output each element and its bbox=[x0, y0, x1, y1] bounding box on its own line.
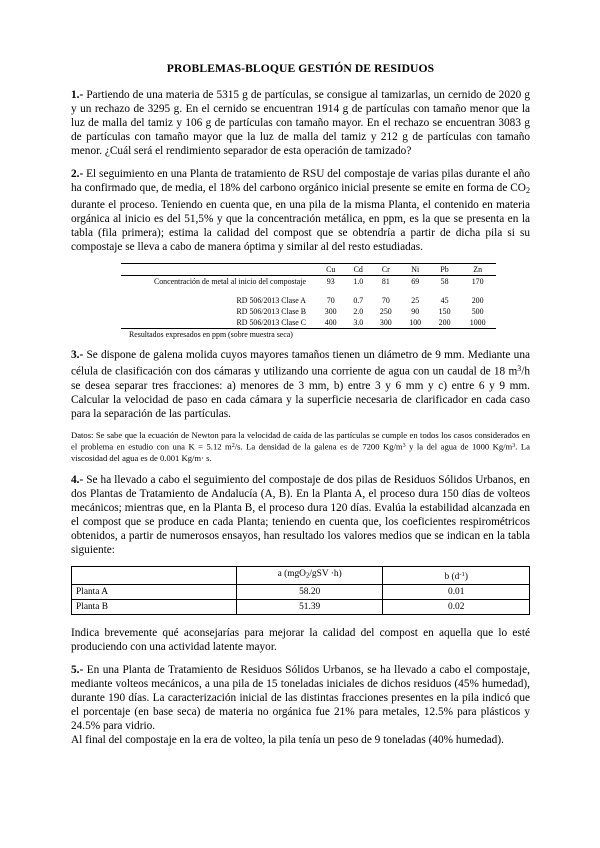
metals-row-1-label: RD 506/2013 Clase A bbox=[236, 295, 306, 305]
problem-2-text-part-a: El seguimiento en una Planta de tratamiento de RSU del compostaje de varias pilas durante el año ha confirmado que, de media, el 18% del carbono orgánico inicial presente se emite en forma de CO bbox=[71, 168, 530, 195]
cubic-meter-exponent: 3 bbox=[517, 364, 522, 374]
metals-column-ni: Ni bbox=[401, 264, 430, 276]
metals-row-2-cu: 300 bbox=[324, 306, 337, 316]
table-row bbox=[72, 584, 530, 599]
metals-spacer-cell bbox=[459, 287, 496, 295]
metals-row-3-ni: 100 bbox=[401, 317, 430, 329]
respirometric-table bbox=[71, 566, 530, 614]
metals-row-2-label: RD 506/2013 Clase B bbox=[236, 306, 306, 316]
metals-table-caption: Resultados expresados en ppm (sobre muestra seca) bbox=[129, 330, 293, 340]
metals-column-cu: Cu bbox=[316, 264, 345, 276]
metals-row-1-zn: 200 bbox=[471, 295, 484, 305]
respirometric-header-a-post: /gSV ·h) bbox=[309, 569, 342, 580]
page-title: PROBLEMAS-BLOQUE GESTIÓN DE RESIDUOS bbox=[166, 62, 435, 75]
metals-spacer-cell bbox=[430, 287, 459, 295]
metals-spacer-cell bbox=[401, 287, 430, 295]
problem-1-text: Partiendo de una materia de 5315 g de partículas, se consigue al tamizarlas, un cernido de 2020 g y un rechazo de 3295 g. En el cernido se encuentran 1914 g de partículas con tamaño menor que la luz de malla del tamiz y 106 g de partículas con tamaño mayor. En el rechazo se encuentran 3083 g de partículas con tamaño mayor que la luz de malla del tamiz y 212 g de partículas con tamaño menor. ¿Cuál será el rendimiento separador de esta operación de tamizado? bbox=[71, 89, 530, 158]
table-row bbox=[121, 306, 496, 317]
metals-column-zn: Zn bbox=[459, 264, 496, 276]
problem-5-number: 5.- bbox=[71, 663, 84, 676]
problem-3-paragraph bbox=[71, 348, 530, 421]
problem-4-text: Se ha llevado a cabo el seguimiento del compostaje de dos pilas de Residuos Sólidos Urbanos, en dos Plantas de Tratamiento de Andalucía (A, B). En la Planta A, el proceso dura 150 días de volteos mecánicos; mientras que, en la Planta B, el proceso dura 120 días. Evalúa la estabilidad alcanzada en el compost que se produce en cada Planta; teniendo en cuenta que, los coeficientes respirométricos obtenidos, a partir de numerosos ensayos, han resultado los valores medios que se indican en la tabla siguiente: bbox=[71, 473, 530, 557]
respirometric-row-1-a: 51.39 bbox=[236, 599, 383, 614]
respirometric-row-0-a: 58.20 bbox=[236, 584, 383, 599]
datos-text-part-d: . La viscosidad del agua es de 0.001 Kg/m· s. bbox=[71, 441, 530, 463]
metals-column-pb: Pb bbox=[430, 264, 459, 276]
metals-row-2-ni: 90 bbox=[411, 306, 420, 316]
respirometric-header-blank bbox=[72, 567, 237, 584]
problem-3-number: 3.- bbox=[71, 349, 84, 362]
table-row bbox=[121, 317, 496, 329]
metals-row-2-cd: 2.0 bbox=[353, 306, 364, 316]
document-content bbox=[71, 62, 530, 756]
metals-spacer-cell bbox=[316, 287, 345, 295]
co2-subscript: 2 bbox=[525, 186, 530, 196]
o2-subscript: 2 bbox=[305, 572, 310, 580]
metals-row-3-pb: 200 bbox=[430, 317, 459, 329]
metals-row-0-cd: 1.0 bbox=[353, 276, 364, 286]
metals-column-cr: Cr bbox=[371, 264, 400, 276]
metals-spacer-cell bbox=[345, 287, 371, 295]
problem-2-number: 2.- bbox=[71, 168, 84, 181]
metals-table bbox=[121, 263, 496, 329]
metals-row-0-label: Concentración de metal al inicio del compostaje bbox=[153, 276, 306, 286]
metals-row-1-cd: 0.7 bbox=[353, 295, 364, 305]
problem-1-number: 1.- bbox=[71, 89, 84, 101]
respirometric-row-0-b: 0.01 bbox=[383, 584, 530, 599]
metals-row-2-zn: 500 bbox=[471, 306, 484, 316]
datos-text-part-c: y la del agua de 1000 Kg/m bbox=[405, 441, 513, 452]
metals-row-0-ni: 69 bbox=[411, 276, 420, 286]
metals-table-wrapper bbox=[71, 263, 530, 340]
galena-density-exponent: 3 bbox=[402, 443, 406, 450]
metals-row-1-cr: 70 bbox=[381, 295, 390, 305]
problem-3-text-part-b: /h se desea separar tres fracciones: a) menores de 3 mm, b) entre 3 y 6 mm y c) entre 6 y 9 mm. Calcular la velocidad de paso en cada cámara y la superficie necesaria de clarificador en cada caso para la separación de las partículas. bbox=[71, 365, 530, 420]
metals-column-cd: Cd bbox=[345, 264, 371, 276]
table-row bbox=[121, 276, 496, 288]
square-meter-exponent: 2 bbox=[231, 443, 235, 450]
datos-text-part-b: /s. La densidad de la galena es de 7200 Kg/m bbox=[234, 441, 403, 452]
respirometric-table-wrapper bbox=[71, 566, 530, 614]
metals-row-2-pb: 150 bbox=[438, 306, 451, 316]
metals-row-3-cu: 400 bbox=[316, 317, 345, 329]
problem-3-text-part-a: Se dispone de galena molida cuyos mayores tamaños tienen un diámetro de 9 mm. Mediante una célula de clasificación con dos cámaras y utilizando una corriente de agua con un caudal de 18 m bbox=[71, 349, 530, 378]
respirometric-row-1-plant: Planta B bbox=[72, 599, 237, 614]
inverse-day-exponent: -1 bbox=[459, 570, 465, 578]
metals-row-0-cu: 93 bbox=[326, 276, 335, 286]
problem-1-paragraph bbox=[71, 88, 530, 158]
metals-table-header-blank bbox=[121, 264, 316, 276]
respirometric-row-1-b: 0.02 bbox=[383, 599, 530, 614]
metals-row-0-cr: 81 bbox=[381, 276, 390, 286]
problem-4-paragraph bbox=[71, 473, 530, 557]
metals-table-spacer-row bbox=[121, 287, 496, 295]
metals-row-1-ni: 25 bbox=[411, 295, 420, 305]
problem-2-paragraph bbox=[71, 167, 530, 254]
problem-5-final-paragraph: Al final del compostaje en la era de volteo, la pila tenía un peso de 9 toneladas (40% humedad). bbox=[71, 734, 504, 747]
respirometric-row-0-plant: Planta A bbox=[72, 584, 237, 599]
table-row bbox=[72, 599, 530, 614]
metals-spacer-cell bbox=[371, 287, 400, 295]
respirometric-header-a bbox=[236, 567, 383, 584]
problem-4-number: 4.- bbox=[71, 473, 84, 486]
metals-row-2-cr: 250 bbox=[379, 306, 392, 316]
metals-table-header-row bbox=[121, 264, 496, 276]
metals-row-3-label: RD 506/2013 Clase C bbox=[121, 317, 316, 329]
metals-row-3-cr: 300 bbox=[371, 317, 400, 329]
table-row bbox=[121, 295, 496, 306]
datos-text-part-a: Datos: Se sabe que la ecuación de Newton para la velocidad de caída de las partículas se cumple en todos los casos considerados en el problema en estudio con una K = 5.12 m bbox=[71, 429, 530, 452]
problem-4-followup-paragraph: Indica brevemente qué aconsejarías para mejorar la calidad del compost en aquella que lo esté produciendo con una actividad latente mayor. bbox=[71, 626, 530, 653]
metals-row-0-zn: 170 bbox=[471, 276, 484, 286]
respirometric-header-a-pre: a (mgO bbox=[277, 569, 306, 580]
respirometric-table-header-row bbox=[72, 567, 530, 584]
metals-spacer-cell bbox=[121, 287, 316, 295]
problem-2-text-part-b: durante el proceso. Teniendo en cuenta que, en una pila de la misma Planta, el contenido en materia orgánica al inicio es del 51,5% y que la concentración metálica, en ppm, es la que se presenta en la tabla (fila primera); estima la calidad del compost que se obtendría a partir de dicha pila si su compostaje se lleva a cabo de manera óptima y similar al del resto estudiadas. bbox=[71, 199, 530, 254]
problem-5-text: En una Planta de Tratamiento de Residuos Sólidos Urbanos, se ha llevado a cabo el compostaje, mediante volteos mecánicos, a una pila de 15 toneladas iniciales de dichos residuos (45% humedad), durante 190 días. La caracterización inicial de las distintas fracciones presentes en la pila indicó que el porcentaje (en base seca) de materia no orgánica fue 21% para metales, 12.5% para plásticos y 24.5% para vidrio. bbox=[71, 663, 530, 733]
metals-row-1-cu: 70 bbox=[326, 295, 335, 305]
respirometric-header-b-post: ) bbox=[464, 571, 468, 582]
metals-row-0-pb: 58 bbox=[440, 276, 449, 286]
metals-row-1-pb: 45 bbox=[440, 295, 449, 305]
respirometric-header-b-pre: b (d bbox=[444, 571, 460, 582]
datos-note bbox=[71, 430, 530, 464]
water-density-exponent: 3 bbox=[512, 443, 516, 450]
metals-row-3-cd: 3.0 bbox=[345, 317, 371, 329]
respirometric-header-b bbox=[383, 567, 530, 584]
problem-5-paragraph bbox=[71, 663, 530, 733]
metals-row-3-zn: 1000 bbox=[459, 317, 496, 329]
